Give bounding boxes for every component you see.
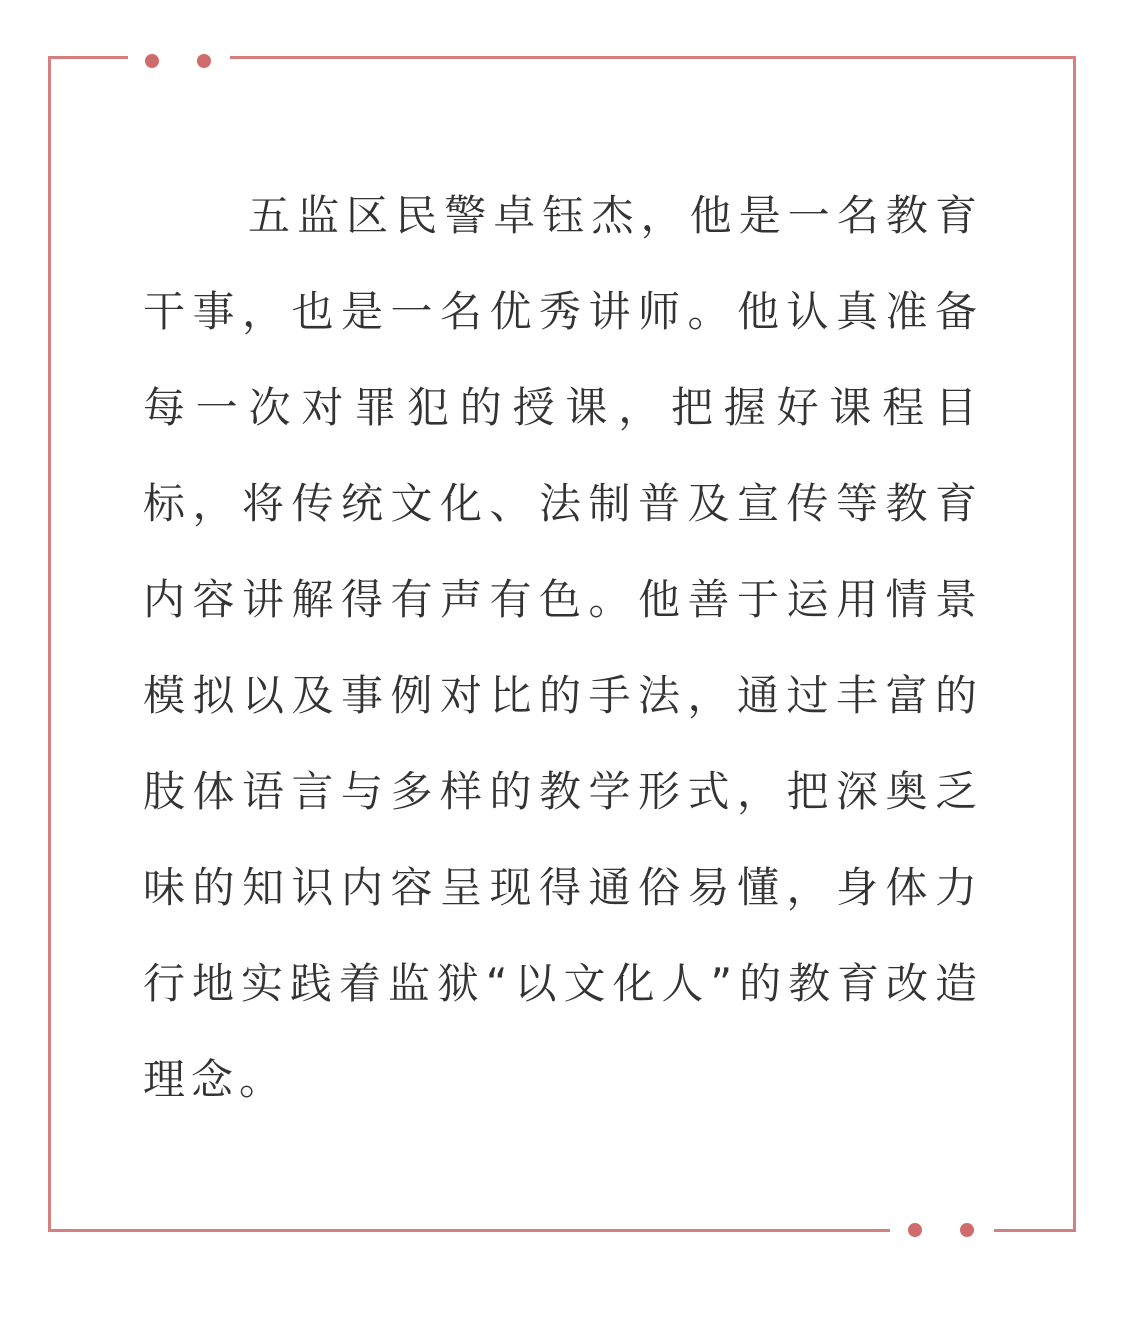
article-paragraph: 五监区民警卓钰杰，他是一名教育干事，也是一名优秀讲师。他认真准备每一次对罪犯的授课，把握好课程目标，将传统文化、法制普及宣传等教育内容讲解得有声有色。他善于运用情景模拟以及事例对比的手法，通过丰富的肢体语言与多样的教学形式，把深奥乏味的知识内容呈现得通俗易懂，身体力行地实践着监狱“以文化人”的教育改造理念。 [143,191,983,1104]
frame-bottom-border-left [48,1229,890,1232]
frame-top-dot-1 [145,54,159,68]
frame-bottom-border-right [994,1229,1076,1232]
frame-bottom-dot-2 [960,1223,974,1237]
frame-right-border [1073,56,1076,1232]
frame-top-border-right [230,56,1076,59]
frame-top-border-left [48,56,128,59]
frame-left-border [48,56,51,1232]
frame-bottom-dot-1 [908,1223,922,1237]
frame-top-dot-2 [197,54,211,68]
